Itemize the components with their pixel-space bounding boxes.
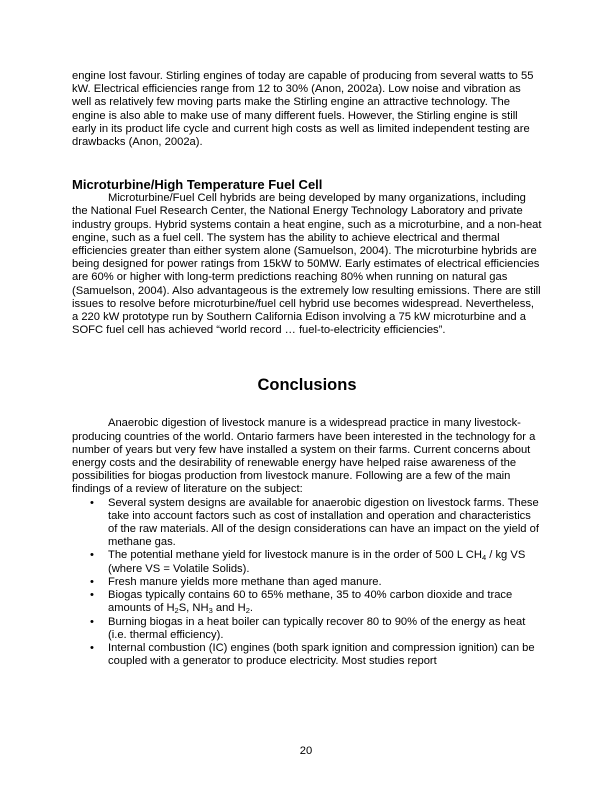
bullet-icon: • [90, 575, 94, 588]
intro-paragraph: engine lost favour. Stirling engines of today are capable of producing from several watts to 55 kW. Electrical efficiencies range from 12 to 30% (Anon, 2002a). Low noise and vibration as well as relatively few moving parts make the Stirling engine an attractive technology. The engine is also able to make use of many different fuels. However, the Stirling engine is still early in its product life cycle and current high costs as well as limited independent testing are drawbacks (Anon, 2002a). [72, 70, 534, 149]
bullet-icon: • [90, 496, 94, 509]
conclusions-paragraph: Anaerobic digestion of livestock manure is a widespread practice in many livestock-producing countries of the world. Ontario farmers have been interested in the technology for a number of years but very few have installed a system on their farms. Current concerns about energy costs and the desirability of renewable energy have helped raise awareness of the possibilities for biogas production from livestock manure. Following are a few of the main findings of a review of literature on the subject: [72, 417, 536, 496]
page-number: 20 [299, 745, 313, 757]
list-item: • Fresh manure yields more methane than aged manure. [90, 575, 382, 588]
bullet-icon: • [90, 549, 94, 562]
conclusions-heading: Conclusions [257, 376, 357, 395]
section-paragraph: Microturbine/Fuel Cell hybrids are being developed by many organizations, including the National Fuel Research Center, the National Energy Technology Laboratory and private industry groups. Hybrid systems contain a heat engine, such as a microturbine, and a non-heat engine, such as a fuel cell. The system has the ability to achieve electrical and thermal efficiencies greater than either system alone (Samuelson, 2004). The microturbine hybrids are being designed for power ratings from 15kW to 50MW. Early estimates of electrical efficiencies are 60% or higher with long-term predictions reaching 80% when running on natural gas (Samuelson, 2004). Also advantageous is the extremely low resulting emissions. There are still issues to resolve before microturbine/fuel cell hybrid use becomes widespread. Nevertheless, a 220 kW prototype run by Southern California Edison involving a 75 kW microturbine and a SOFC fuel cell has achieved “world record … fuel-to-electricity efficiencies”. [72, 192, 542, 337]
list-item: • Burning biogas in a heat boiler can typically recover 80 to 90% of the energy as heat (i.e. thermal efficiency). [90, 615, 526, 641]
list-item: • Internal combustion (IC) engines (both spark ignition and compression ignition) can be coupled with a generator to produce electricity. Most studies report [90, 641, 535, 668]
bullet-icon: • [90, 589, 94, 602]
bullet-icon: • [90, 615, 94, 628]
list-item: • Biogas typically contains 60 to 65% methane, 35 to 40% carbon dioxide and trace amounts of $H_2S$, $NH_3$ and $H_2$. [90, 589, 513, 616]
findings-list [72, 497, 542, 669]
page-body [72, 70, 542, 668]
list-item: • Several system designs are available for anaerobic digestion on livestock farms. These take into account factors such as cost of installation and operation and characteristics of the raw materials. All of the design considerations can have an impact on the yield of methane gas. [90, 496, 539, 549]
section-heading: Microturbine/High Temperature Fuel Cell [72, 177, 323, 193]
list-item: • The potential methane yield for livestock manure is in the order of 500 L $CH_4$ / kg VS (where VS = Volatile Solids). [90, 549, 526, 575]
bullet-icon: • [90, 641, 94, 654]
